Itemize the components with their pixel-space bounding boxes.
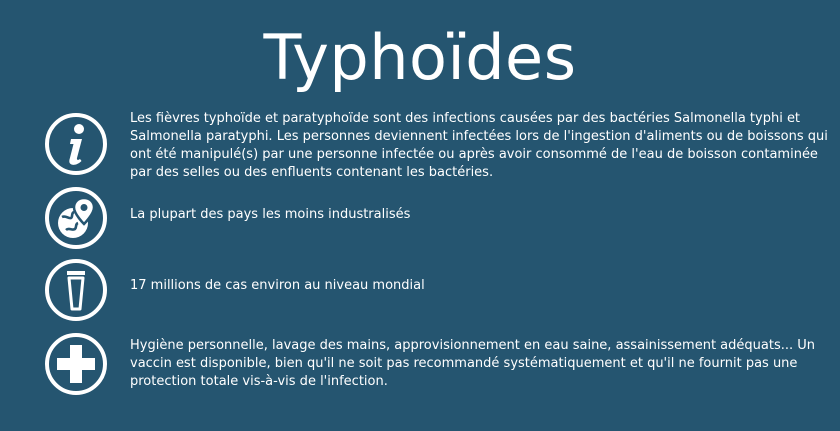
info-icon [44, 112, 108, 176]
info-text: Les fièvres typhoïde et paratyphoïde sont des infections causées par des bactéries Salmonella typhi et Salmonella paratyphi. Les personnes deviennent infectées lors de l'ingestion d'aliments ou de boissons qui ont été manipulé(s) par une personne infectée ou après avoir consommé de l'eau de boisson contaminée par des selles ou des enfluents contenant les bactéries. [130, 111, 828, 180]
coffin-icon [44, 258, 108, 322]
cases-text: 17 millions de cas environ au niveau mondial [130, 278, 425, 293]
page-title: Typhoïdes [263, 21, 577, 94]
region-text: La plupart des pays les moins industralisés [130, 207, 411, 222]
globe-location-icon [44, 186, 108, 250]
prevention-text: Hygiène personnelle, lavage des mains, approvisionnement en eau saine, assainissement adéquats... Un vaccin est disponible, bien qu'il ne soit pas recommandé systématiquement et qu'il ne fournit pas une protection totale vis-à-vis de l'infection. [130, 338, 816, 389]
medical-cross-icon [44, 332, 108, 396]
